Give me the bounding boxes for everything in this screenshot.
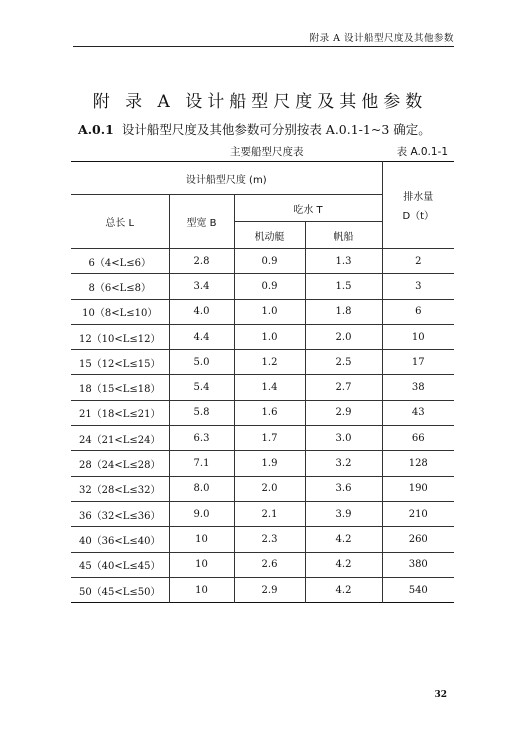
running-head: 附录 A 设计船型尺度及其他参数	[309, 33, 454, 44]
cell-draft-sail: 2.5	[305, 350, 382, 375]
cell-draft-sail: 2.7	[305, 375, 382, 400]
cell-beam: 7.1	[169, 451, 234, 476]
cell-draft-motor: 2.9	[234, 577, 305, 602]
header-motor: 机动艇	[234, 222, 305, 249]
cell-draft-sail: 2.0	[305, 324, 382, 349]
cell-displacement: 260	[382, 527, 454, 552]
header-beam: 型宽 B	[169, 195, 234, 249]
cell-length: 10（8<L≤10）	[71, 299, 169, 324]
table-row	[71, 501, 454, 526]
cell-draft-motor: 2.1	[234, 501, 305, 526]
cell-beam: 9.0	[169, 501, 234, 526]
cell-length: 50（45<L≤50）	[71, 577, 169, 602]
cell-draft-sail: 1.3	[305, 249, 382, 274]
cell-length: 45（40<L≤45）	[71, 552, 169, 577]
cell-length: 15（12<L≤15）	[71, 350, 169, 375]
cell-length: 28（24<L≤28）	[71, 451, 169, 476]
clause-number: A.0.1	[78, 122, 114, 137]
cell-draft-motor: 2.6	[234, 552, 305, 577]
header-draft: 吃水 T	[234, 195, 382, 222]
cell-displacement: 43	[382, 400, 454, 425]
cell-length: 32（28<L≤32）	[71, 476, 169, 501]
cell-draft-sail: 3.6	[305, 476, 382, 501]
cell-beam: 4.0	[169, 299, 234, 324]
cell-beam: 5.8	[169, 400, 234, 425]
header-rule	[73, 46, 454, 47]
cell-displacement: 17	[382, 350, 454, 375]
header-displacement	[382, 162, 454, 249]
header-displacement-line2: D（t）	[402, 211, 435, 222]
cell-displacement: 380	[382, 552, 454, 577]
cell-length: 8（6<L≤8）	[71, 274, 169, 299]
page-number: 32	[434, 690, 447, 700]
cell-length: 18（15<L≤18）	[71, 375, 169, 400]
table-row	[71, 451, 454, 476]
table-row	[71, 527, 454, 552]
cell-displacement: 6	[382, 299, 454, 324]
clause-text: 设计船型尺度及其他参数可分别按表 A.0.1-1~3 确定。	[121, 122, 431, 137]
cell-beam: 6.3	[169, 426, 234, 451]
table-row	[71, 577, 454, 602]
cell-draft-sail: 3.0	[305, 426, 382, 451]
cell-beam: 2.8	[169, 249, 234, 274]
cell-draft-sail: 3.9	[305, 501, 382, 526]
table-row	[71, 324, 454, 349]
table-row	[71, 375, 454, 400]
cell-beam: 10	[169, 552, 234, 577]
cell-displacement: 10	[382, 324, 454, 349]
cell-beam: 5.0	[169, 350, 234, 375]
table-row	[71, 476, 454, 501]
table-row	[71, 249, 454, 274]
cell-length: 40（36<L≤40）	[71, 527, 169, 552]
page-title: 附 录 A 设计船型尺度及其他参数	[92, 92, 428, 113]
header-sail: 帆船	[305, 222, 382, 249]
cell-beam: 10	[169, 577, 234, 602]
cell-draft-motor: 1.6	[234, 400, 305, 425]
cell-displacement: 3	[382, 274, 454, 299]
cell-displacement: 540	[408, 584, 428, 596]
cell-length: 21（18<L≤21）	[71, 400, 169, 425]
cell-draft-motor: 1.7	[234, 426, 305, 451]
header-length: 总长 L	[71, 195, 169, 249]
cell-beam: 4.4	[169, 324, 234, 349]
cell-displacement: 38	[382, 375, 454, 400]
cell-beam: 10	[169, 527, 234, 552]
cell-draft-sail: 1.8	[305, 299, 382, 324]
cell-beam: 8.0	[169, 476, 234, 501]
cell-draft-sail: 4.2	[305, 527, 382, 552]
cell-draft-motor: 1.4	[234, 375, 305, 400]
cell-displacement: 190	[382, 476, 454, 501]
cell-length: 36（32<L≤36）	[71, 501, 169, 526]
cell-beam: 5.4	[169, 375, 234, 400]
cell-draft-motor: 1.9	[234, 451, 305, 476]
cell-displacement: 66	[382, 426, 454, 451]
cell-length: 6（4<L≤6）	[71, 249, 169, 274]
cell-draft-sail: 4.2	[305, 577, 382, 602]
cell-displacement: 210	[382, 501, 454, 526]
cell-displacement: 128	[382, 451, 454, 476]
cell-draft-motor: 0.9	[234, 274, 305, 299]
table-row	[71, 400, 454, 425]
cell-length: 12（10<L≤12）	[71, 324, 169, 349]
table-row	[71, 350, 454, 375]
cell-draft-motor: 1.0	[234, 299, 305, 324]
cell-beam: 3.4	[169, 274, 234, 299]
cell-draft-sail: 4.2	[305, 552, 382, 577]
table-row	[71, 426, 454, 451]
cell-draft-sail: 3.2	[305, 451, 382, 476]
cell-draft-motor: 2.0	[234, 476, 305, 501]
table-row	[71, 552, 454, 577]
cell-draft-sail: 1.5	[305, 274, 382, 299]
table-row	[71, 299, 454, 324]
header-group-dimensions: 设计船型尺度 (m)	[71, 162, 382, 195]
table-id: 表 A.0.1-1	[396, 146, 448, 158]
cell-draft-motor: 1.0	[234, 324, 305, 349]
table-row	[71, 274, 454, 299]
cell-displacement: 2	[382, 249, 454, 274]
cell-draft-motor: 0.9	[234, 249, 305, 274]
header-displacement-line1: 排水量	[403, 192, 434, 203]
intro-paragraph	[78, 120, 431, 138]
table-caption: 主要船型尺度表	[230, 146, 304, 158]
cell-draft-sail: 2.9	[305, 400, 382, 425]
cell-draft-motor: 2.3	[234, 527, 305, 552]
ship-dimensions-table	[71, 161, 454, 603]
cell-draft-motor: 1.2	[234, 350, 305, 375]
cell-length: 24（21<L≤24）	[71, 426, 169, 451]
